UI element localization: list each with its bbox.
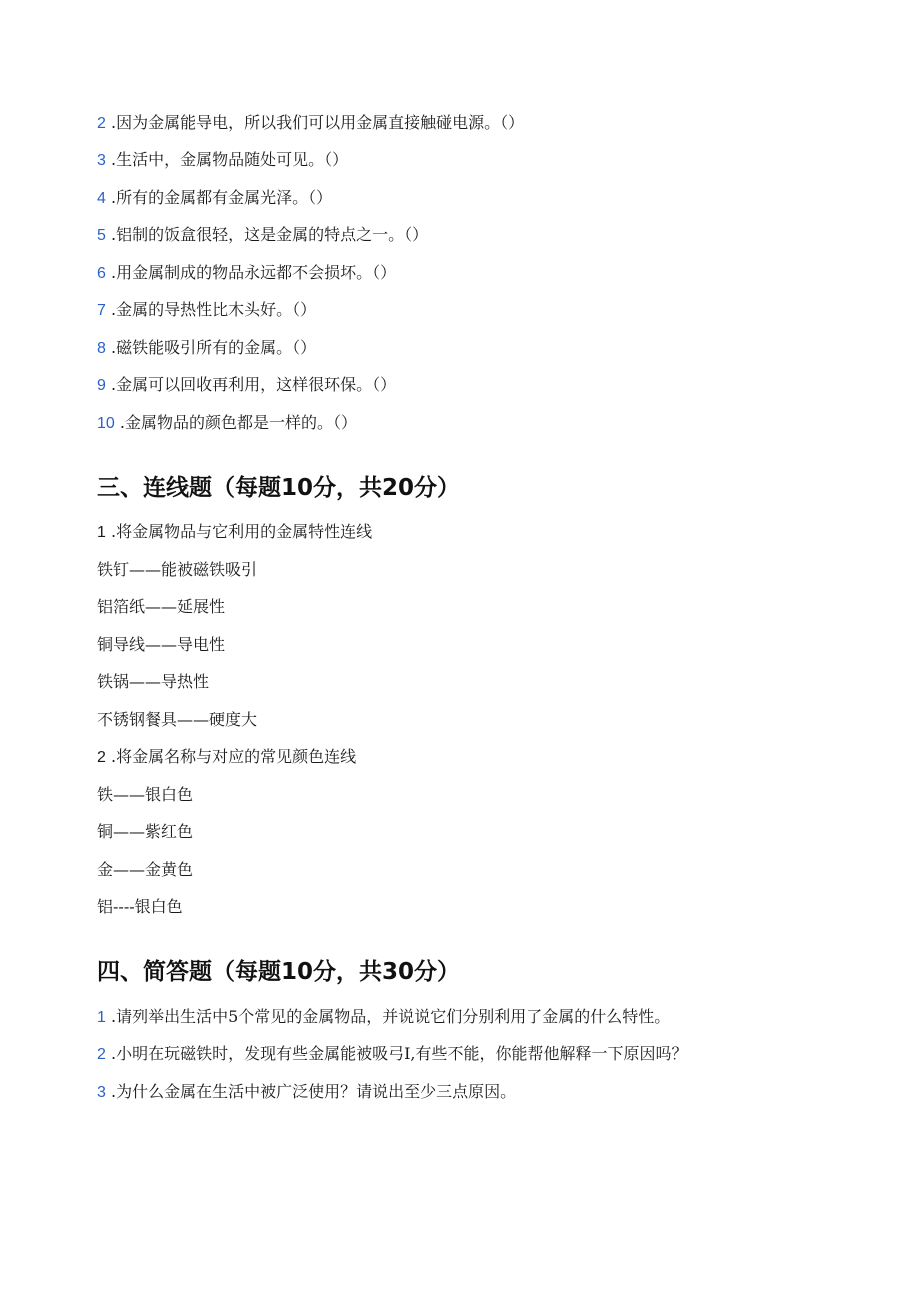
matching-line: 铜——紫红色 [97,822,194,841]
matching-line: 铝----银白色 [97,897,183,916]
question [97,1006,670,1029]
judge-item [97,224,428,247]
judge-item [97,112,524,135]
item-number: 5 [97,227,106,244]
question-number: 3 [97,1084,106,1101]
item-text: .用金属制成的物品永远都不会损坏。（） [111,263,397,282]
item-number: 9 [97,377,106,394]
judge-item [97,337,316,360]
question-text: .将金属名称与对应的常见颜色连线 [111,747,357,766]
judge-item [97,262,396,285]
item-number: 4 [97,190,106,207]
question-number: 1 [97,1009,106,1026]
question [97,746,356,769]
item-text: .所有的金属都有金属光泽。（） [111,188,333,207]
item-text: .磁铁能吸引所有的金属。（） [111,338,317,357]
item-text: .金属可以回收再利用，这样很环保。（） [111,375,397,394]
question-text: .为什么金属在生活中被广泛使用？请说出至少三点原因。 [111,1082,517,1101]
item-number: 6 [97,265,106,282]
question-number: 2 [97,1046,106,1063]
question-text: .将金属物品与它利用的金属特性连线 [111,522,373,541]
item-text: .生活中，金属物品随处可见。（） [111,150,349,169]
item-number: 8 [97,340,106,357]
section-heading: 四、简答题（每题10分，共30分） [97,959,461,985]
question [97,1043,688,1066]
section-heading: 三、连线题（每题10分，共20分） [97,475,461,501]
question-text: .请列举出生活中5个常见的金属物品，并说说它们分别利用了金属的什么特性。 [111,1007,671,1026]
item-number: 10 [97,415,115,432]
item-number: 7 [97,302,106,319]
judge-item [97,412,357,435]
question [97,1081,516,1104]
matching-line: 铁——银白色 [97,785,194,804]
judge-item [97,374,396,397]
judge-item [97,149,348,172]
question-text: .小明在玩磁铁时，发现有些金属能被吸弓I,有些不能，你能帮他解释一下原因吗？ [111,1044,688,1063]
item-number: 2 [97,115,106,132]
item-text: .金属的导热性比木头好。（） [111,300,317,319]
question [97,521,372,544]
matching-line: 金——金黄色 [97,860,194,879]
matching-line: 铜导线——导电性 [97,635,226,654]
matching-line: 不锈钢餐具——硬度大 [97,710,258,729]
item-text: .铝制的饭盒很轻，这是金属的特点之一。（） [111,225,429,244]
matching-line: 铁锅——导热性 [97,672,210,691]
item-number: 3 [97,152,106,169]
judge-item [97,299,316,322]
judge-item [97,187,332,210]
item-text: .金属物品的颜色都是一样的。（） [119,413,357,432]
question-number: 2 [97,749,106,766]
matching-line: 铝箔纸——延展性 [97,597,226,616]
matching-line: 铁钉——能被磁铁吸引 [97,560,258,579]
question-number: 1 [97,524,106,541]
item-text: .因为金属能导电，所以我们可以用金属直接触碰电源。（） [111,113,525,132]
